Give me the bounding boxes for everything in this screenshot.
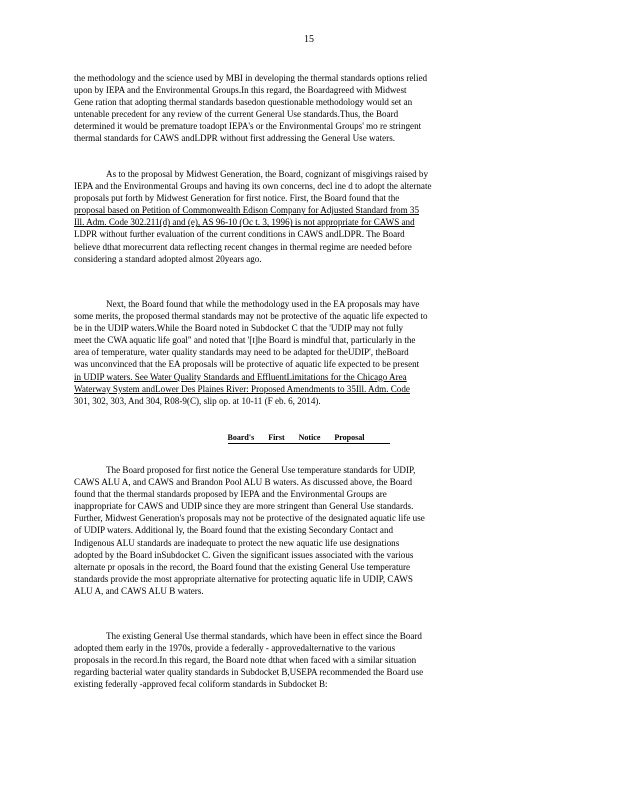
- text-line: determined it would be premature toadopt IEPA's or the Environmental Groups' mo re stringent: [74, 121, 422, 132]
- text-line: IEPA and the Environmental Groups and having its own concerns, decl ine d to adopt the alternate: [74, 181, 432, 192]
- text-line: thermal standards for CAWS andLDPR without first addressing the General Use waters.: [74, 133, 396, 144]
- section-heading-text: Board's First Notice Proposal: [228, 433, 391, 444]
- text-line: found that the thermal standards proposed by IEPA and the Environmental Groups are: [74, 489, 387, 500]
- text-line: believe dthat morecurrent data reflecting recent changes in thermal regime are needed before: [74, 241, 412, 252]
- text-line: As to the proposal by Midwest Generation, the Board, cognizant of misgivings raised by: [106, 169, 429, 179]
- page-number: 15: [304, 34, 314, 45]
- text-line: area of temperature, water quality standards may need to be adapted for theUDIP', theBoard: [74, 347, 409, 358]
- text-line-citation: in UDIP waters. See Water Quality Standards and EffluentLimitations for the Chicago Area: [74, 371, 407, 382]
- paragraph-ea-proposals: [74, 298, 544, 407]
- text-line: proposals put forth by Midwest Generation for first notice. First, the Board found that the: [74, 193, 400, 204]
- text-line: be in the UDIP waters.While the Board noted in Subdocket C that the 'UDIP may not fully: [74, 323, 404, 334]
- text-line: inappropriate for CAWS and UDIP since they are more stringent than General Use standards.: [74, 501, 414, 512]
- paragraph-existing-standards: [74, 630, 544, 690]
- paragraph-first-notice-proposal: [74, 464, 544, 597]
- text-line: 301, 302, 303, And 304, R08-9(C), slip op. at 10-11 (F eb. 6, 2014).: [74, 395, 321, 406]
- paragraph-midwest-generation: [74, 168, 544, 265]
- text-line: of UDIP waters. Additional ly, the Board found that the existing Secondary Contact and: [74, 525, 394, 536]
- text-line: Next, the Board found that while the methodology used in the EA proposals may have: [106, 299, 420, 309]
- text-line: untenable precedent for any review of the current General Use standards.Thus, the Board: [74, 109, 399, 120]
- text-line: alternate pr oposals in the record, the Board found that the existing General Use temperature: [74, 561, 411, 572]
- text-line: the methodology and the science used by MBI in developing the thermal standards options relied: [74, 73, 428, 83]
- text-line: adopted by the Board inSubdocket C. Given the significant issues associated with the various: [74, 549, 414, 560]
- text-line-citation: proposal based on Petition of Commonwealth Edison Company for Adjusted Standard from 35: [74, 205, 420, 216]
- section-heading: [0, 433, 618, 444]
- text-line: The Board proposed for first notice the General Use temperature standards for UDIP,: [106, 465, 416, 475]
- text-line: ALU A, and CAWS ALU B waters.: [74, 585, 204, 596]
- text-line: meet the CWA aquatic life goal" and noted that '[t]he Board is mindful that, particularly in the: [74, 335, 416, 346]
- text-line: existing federally -approved fecal coliform standards in Subdocket B:: [74, 679, 328, 690]
- text-line: Indigenous ALU standards are inadequate to protect the new aquatic life use designations: [74, 537, 400, 548]
- text-line: standards provide the most appropriate alternative for protecting aquatic life in UDIP, CAWS: [74, 573, 413, 584]
- text-line: was unconvinced that the EA proposals will be protective of aquatic life expected to be present: [74, 359, 420, 370]
- text-line-citation: Ill. Adm. Code 302.211(d) and (e), AS 96-10 (Oc t. 3, 1996) is not appropriate for CAWS and: [74, 217, 415, 228]
- text-line: Gene ration that adopting thermal standards basedon questionable methodology would set an: [74, 97, 413, 108]
- text-line: CAWS ALU A, and CAWS and Brandon Pool ALU B waters. As discussed above, the Board: [74, 477, 413, 488]
- text-line: Further, Midwest Generation's proposals may not be protective of the designated aquatic life use: [74, 513, 425, 524]
- text-line: considering a standard adopted almost 20years ago.: [74, 253, 262, 264]
- text-line: some merits, the proposed thermal standards may not be protective of the aquatic life expected to: [74, 311, 428, 322]
- text-line-citation: Waterway System andLower Des Plaines River: Proposed Amendments to 35Ill. Adm. Code: [74, 383, 410, 394]
- text-line: The existing General Use thermal standards, which have been in effect since the Board: [106, 631, 422, 641]
- text-line: adopted them early in the 1970s, provide a federally - approvedalternative to the various: [74, 643, 396, 654]
- text-line: proposals in the record.In this regard, the Board note dthat when faced with a similar situation: [74, 655, 417, 666]
- text-line: LDPR without further evaluation of the current conditions in CAWS andLDPR. The Board: [74, 229, 405, 240]
- paragraph-methodology: [74, 72, 544, 145]
- text-line: upon by IEPA and the Environmental Groups.In this regard, the Boardagreed with Midwest: [74, 85, 407, 96]
- text-line: regarding bacterial water quality standards in Subdocket B,USEPA recommended the Board use: [74, 667, 424, 678]
